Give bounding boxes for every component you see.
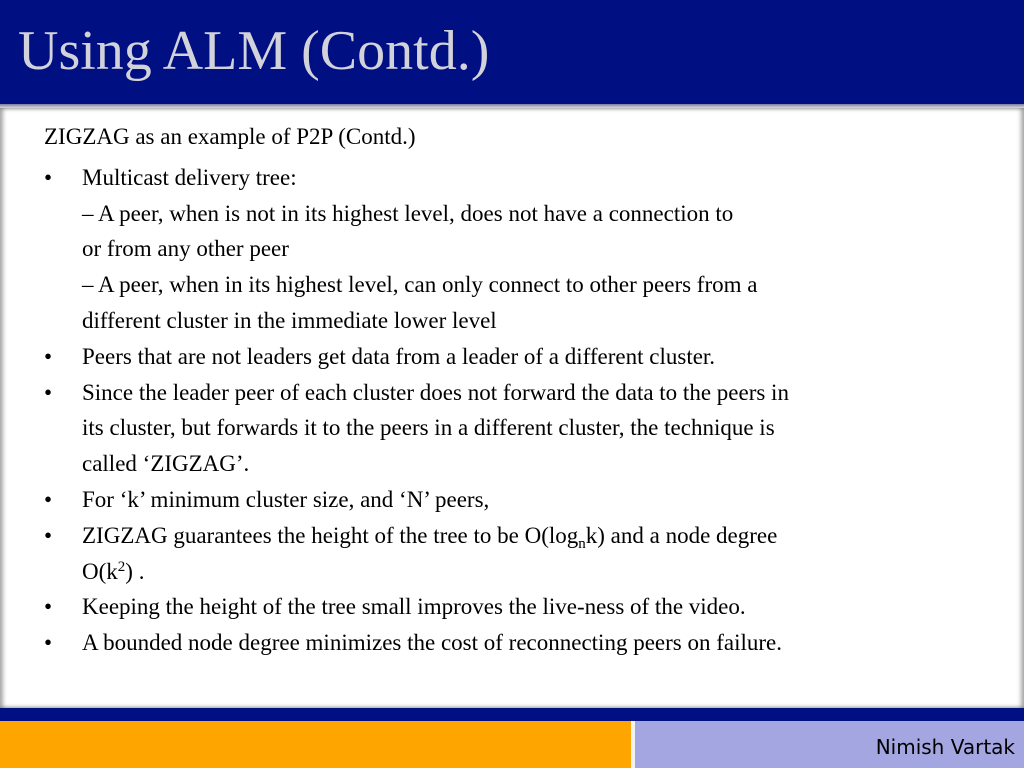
log-base-subscript: n [578, 535, 586, 552]
bullet-point: • [44, 522, 53, 548]
bullet-item [44, 625, 994, 661]
exponent-superscript: 2 [117, 558, 126, 575]
slide-content [44, 119, 994, 661]
slide-title: Using ALM (Contd.) [18, 20, 490, 82]
title-bar [0, 0, 1024, 104]
bullet-text: Since the leader peer of each cluster does not forward the data to the peers in [82, 379, 789, 405]
formula-text: ) . [125, 558, 145, 584]
bullet-item [44, 375, 994, 482]
bullet-text: different cluster in the immediate lower level [82, 307, 497, 333]
footer-bar [0, 708, 1024, 721]
bullet-text: – A peer, when is not in its highest level, does not have a connection to [82, 200, 734, 226]
bullet-text: or from any other peer [82, 236, 289, 262]
bullet-text: Multicast delivery tree: [82, 164, 297, 190]
author-name: Nimish Vartak [875, 735, 1015, 759]
formula-text: O(k [82, 558, 118, 584]
bullet-text: Keeping the height of the tree small improves the live-ness of the video. [82, 594, 746, 620]
footer-orange-block [0, 721, 631, 768]
bullet-point: • [44, 343, 53, 369]
formula-text: ZIGZAG guarantees the height of the tree to be O(log [82, 522, 579, 548]
bullet-item [44, 482, 994, 518]
bullet-point: • [44, 594, 53, 620]
slide-subtitle: ZIGZAG as an example of P2P (Contd.) [44, 124, 416, 149]
bullet-list [44, 160, 994, 661]
bullet-point: • [44, 630, 53, 656]
bullet-text [82, 518, 994, 554]
bullet-text [82, 554, 994, 590]
bullet-point: • [44, 164, 53, 190]
bullet-text: A bounded node degree minimizes the cost of reconnecting peers on failure. [82, 630, 782, 656]
formula-text: k) and a node degree [585, 522, 778, 548]
bullet-item [44, 339, 994, 375]
bullet-text: For ‘k’ minimum cluster size, and ‘N’ peers, [82, 486, 490, 512]
bullet-text: its cluster, but forwards it to the peers in a different cluster, the technique is [82, 415, 775, 441]
bullet-text: – A peer, when in its highest level, can only connect to other peers from a [82, 272, 758, 298]
bullet-item [44, 518, 994, 590]
bullet-point: • [44, 379, 53, 405]
bullet-text: called ‘ZIGZAG’. [82, 451, 250, 477]
bullet-text: Peers that are not leaders get data from a leader of a different cluster. [82, 343, 716, 369]
bullet-point: • [44, 486, 53, 512]
bullet-item [44, 160, 994, 339]
bullet-item [44, 589, 994, 625]
